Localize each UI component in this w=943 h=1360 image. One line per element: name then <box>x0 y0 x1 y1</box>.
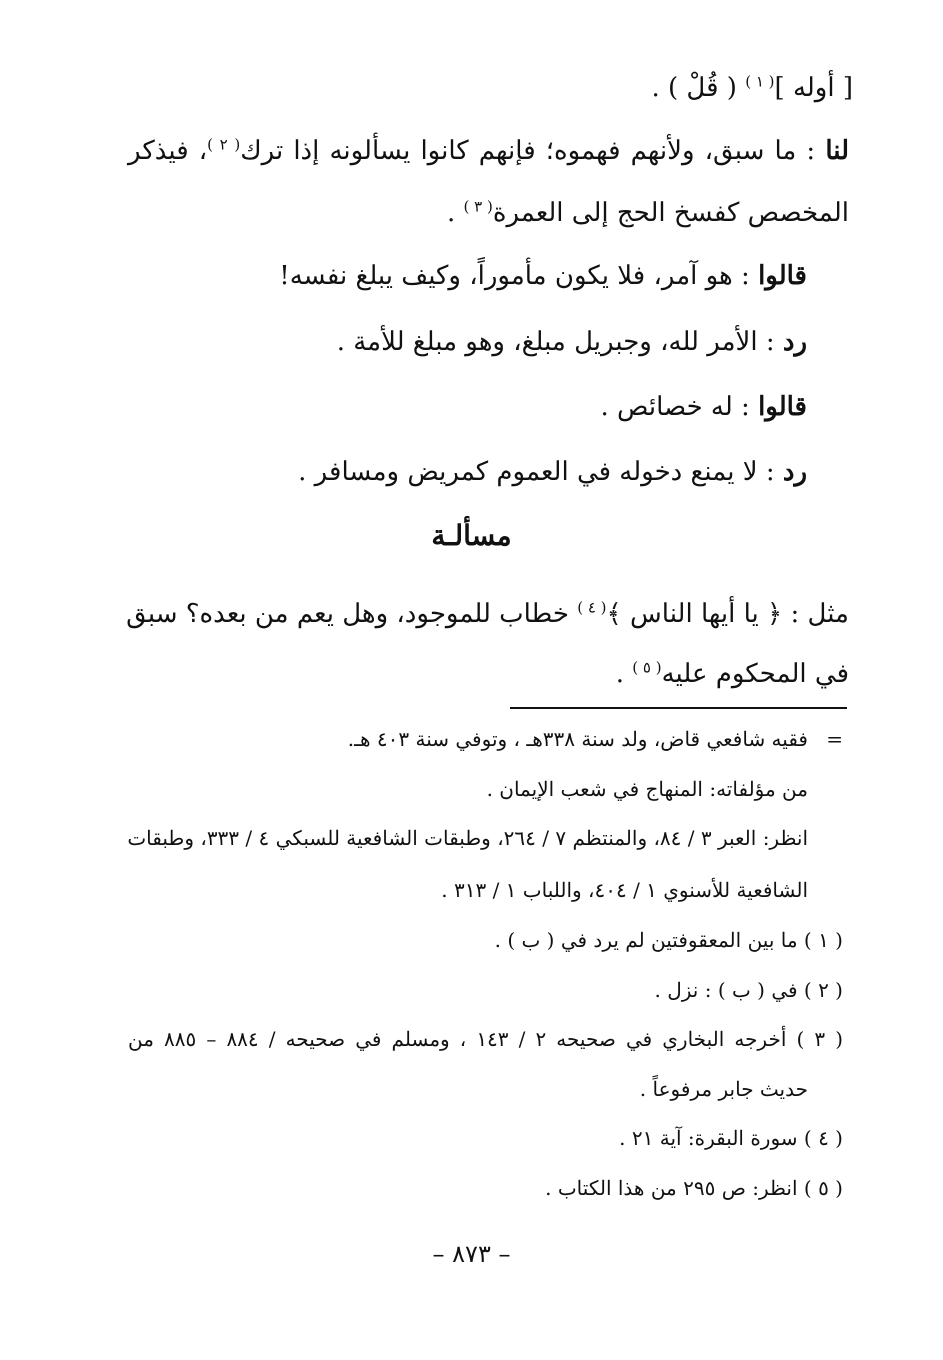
para1-text-1: : ما سبق، ولأنهم فهموه؛ فإنهم كانوا يسألونه إذا ترك <box>240 136 826 166</box>
footnote-2: ( ٢ ) في ( ب ) : نزل . <box>654 978 843 1002</box>
footnote-4: ( ٤ ) سورة البقرة: آية ٢١ . <box>619 1126 843 1150</box>
footnote-5: ( ٥ ) انظر: ص ٢٩٥ من هذا الكتاب . <box>545 1176 843 1200</box>
section-heading: مسألـة <box>431 519 512 552</box>
para1-line-2 <box>447 193 849 233</box>
qalu-text-1: : هو آمر، فلا يكون مأموراً، وكيف يبلغ نفسه! <box>279 261 759 291</box>
para1-text-2: المخصص كفسخ الحج إلى العمرة <box>492 198 849 228</box>
footnote-ref-3: ( ٣ ) <box>463 197 493 216</box>
footnote-continuation-marker: = <box>826 727 843 751</box>
footnote-continuation-1: فقيه شافعي قاض، ولد سنة ٣٣٨هـ ، وتوفي سنة ٤٠٣ هـ. <box>347 727 808 751</box>
footnote-continuation-4: الشافعية للأسنوي ١ / ٤٠٤، واللباب ١ / ٣١٣ . <box>441 878 808 902</box>
radd-text-2: : لا يمنع دخوله في العموم كمريض ومسافر . <box>298 457 783 487</box>
qul-text: ( قُلْ ) . <box>651 73 746 103</box>
para2-text-2: في المحكوم عليه <box>661 659 849 689</box>
radd-2-line <box>298 452 807 492</box>
para1-tail-1: ، فيذكر <box>128 136 208 166</box>
footnote-3-line-2: حديث جابر مرفوعاً . <box>639 1077 808 1101</box>
para2-line-1 <box>128 594 849 634</box>
footnote-ref-5: ( ٥ ) <box>632 658 662 677</box>
radd-label-2: رد <box>782 457 807 487</box>
footnote-1: ( ١ ) ما بين المعقوفتين لم يرد في ( ب ) . <box>494 928 843 952</box>
para2-tail-1: خطاب للموجود، وهل يعم من بعده؟ سبق <box>126 599 578 629</box>
footnote-ref-1: ( ١ ) <box>745 72 775 91</box>
qalu-text-2: : له خصائص . <box>600 392 759 422</box>
para2-line-2 <box>616 654 849 694</box>
footnote-ref-2: ( ٢ ) <box>207 135 241 154</box>
qalu-1-line <box>279 256 807 296</box>
lana-label: لنا <box>825 136 850 166</box>
qalu-2-line <box>600 387 807 427</box>
footnote-3-line-1: ( ٣ ) أخرجه البخاري في صحيحه ٢ / ١٤٣ ، ومسلم في صحيحه / ٨٨٤ – ٨٨٥ من <box>128 1027 844 1051</box>
radd-label-1: رد <box>782 327 807 357</box>
radd-1-line <box>337 322 807 362</box>
para2-tail-2: . <box>615 659 633 689</box>
body-line-1 <box>651 68 853 108</box>
footnote-continuation-2: من مؤلفاته: المنهاج في شعب الإيمان . <box>486 777 808 801</box>
footnote-ref-4: ( ٤ ) <box>577 598 607 617</box>
para1-line-1 <box>128 131 849 171</box>
para1-tail-2: . <box>447 198 464 228</box>
footnote-separator <box>510 707 847 709</box>
radd-text-1: : الأمر لله، وجبريل مبلغ، وهو مبلغ للأمة . <box>336 327 783 357</box>
para2-text-1: مثل : ﴿ يا أيها الناس ﴾ <box>606 599 849 629</box>
qalu-label-2: قالوا <box>758 392 807 422</box>
page-number: – ٨٧٣ – <box>432 1240 511 1268</box>
footnote-continuation-3: انظر: العبر ٣ / ٨٤، والمنتظم ٧ / ٢٦٤، وطبقات الشافعية للسبكي ٤ / ٣٣٣، وطبقات <box>127 826 808 850</box>
bracket-text: [ أوله ] <box>774 73 853 103</box>
qalu-label-1: قالوا <box>758 261 807 291</box>
